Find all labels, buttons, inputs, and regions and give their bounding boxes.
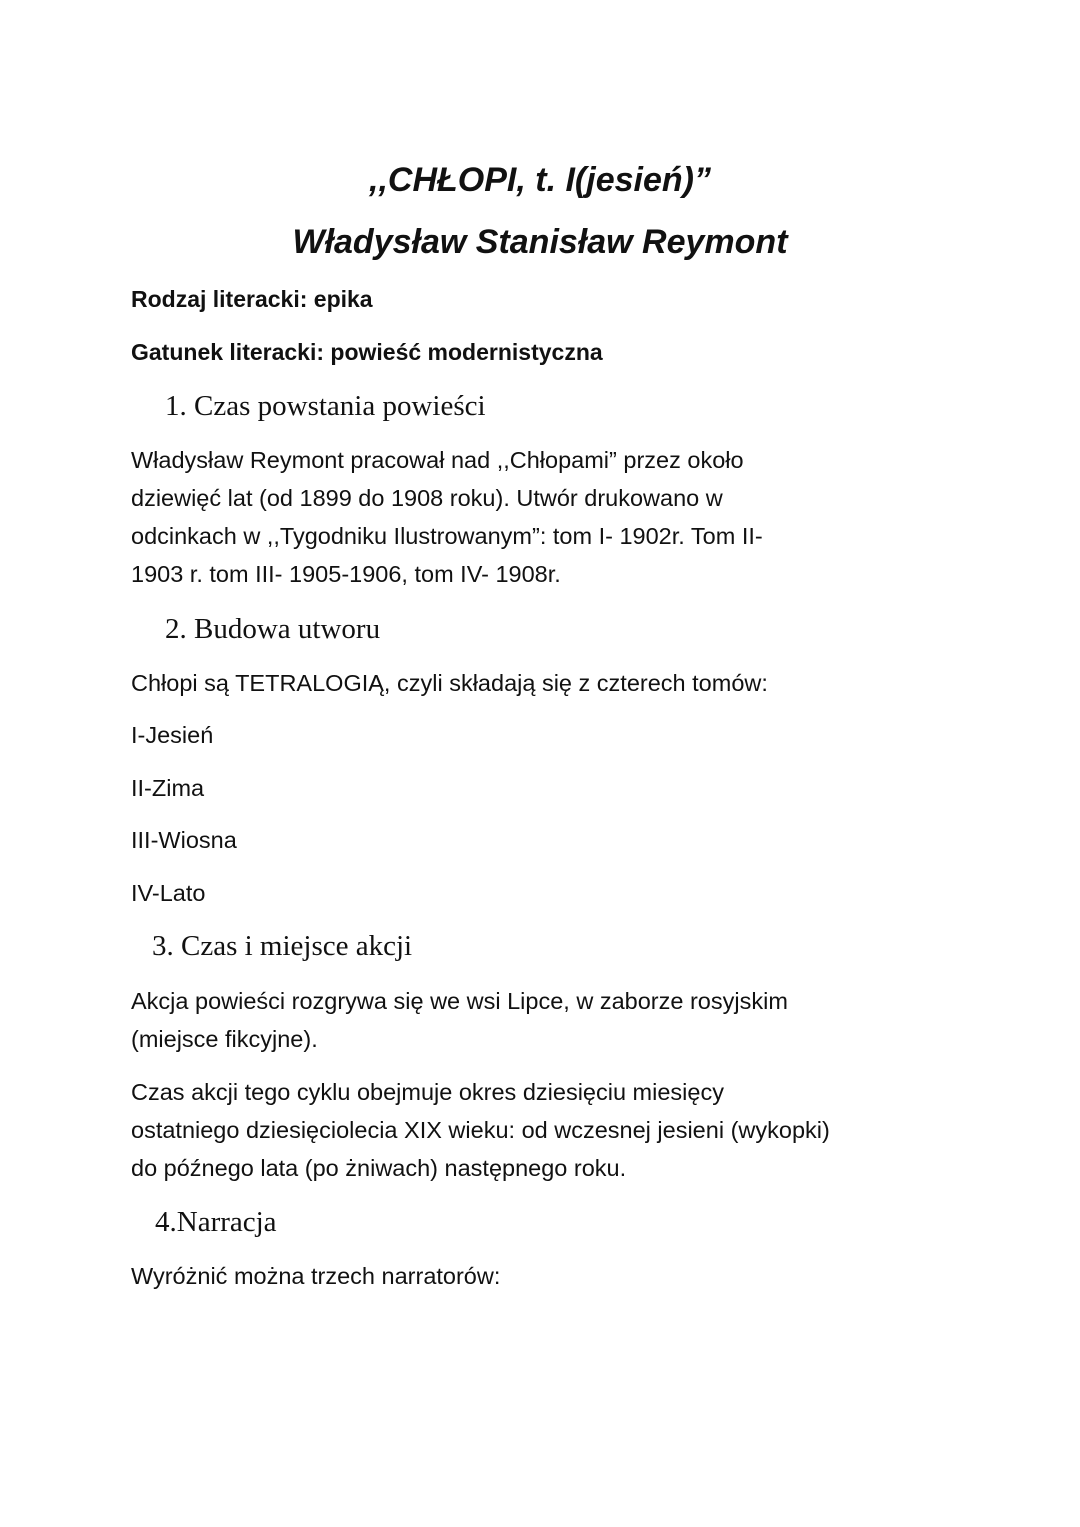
literary-genre: Gatunek literacki: powieść modernistyczna [131,339,603,365]
literary-kind: Rodzaj literacki: epika [131,286,373,312]
paragraph-line: do późnego lata (po żniwach) następnego roku. [131,1155,627,1181]
paragraph-line: Czas akcji tego cyklu obejmuje okres dziesięciu miesięcy [131,1079,724,1105]
document-title: ,,CHŁOPI, t. I(jesień)” [369,161,711,199]
paragraph-line: ostatniego dziesięciolecia XIX wieku: od wczesnej jesieni (wykopki) [131,1117,830,1143]
paragraph-line: (miejsce fikcyjne). [131,1026,318,1052]
paragraph-line: dziewięć lat (od 1899 do 1908 roku). Utwór drukowano w [131,485,723,511]
volume-item: III-Wiosna [131,827,237,853]
paragraph-line: 1903 r. tom III- 1905-1906, tom IV- 1908r. [131,561,561,587]
section-heading-3: 3. Czas i miejsce akcji [152,930,413,962]
section-heading-2: 2. Budowa utworu [165,613,381,645]
paragraph-line: Akcja powieści rozgrywa się we wsi Lipce, w zaborze rosyjskim [131,988,788,1014]
paragraph-line: Chłopi są TETRALOGIĄ, czyli składają się z czterech tomów: [131,670,768,696]
paragraph-line: odcinkach w ,,Tygodniku Ilustrowanym”: tom I- 1902r. Tom II- [131,523,763,549]
volume-item: I-Jesień [131,722,214,748]
paragraph-line: Władysław Reymont pracował nad ,,Chłopami” przez około [131,447,744,473]
volume-item: IV-Lato [131,880,206,906]
section-heading-1: 1. Czas powstania powieści [165,390,486,422]
volume-item: II-Zima [131,775,205,801]
paragraph-line: Wyróżnić można trzech narratorów: [131,1263,501,1289]
document-author: Władysław Stanisław Reymont [292,223,788,261]
section-heading-4: 4.Narracja [155,1206,277,1238]
